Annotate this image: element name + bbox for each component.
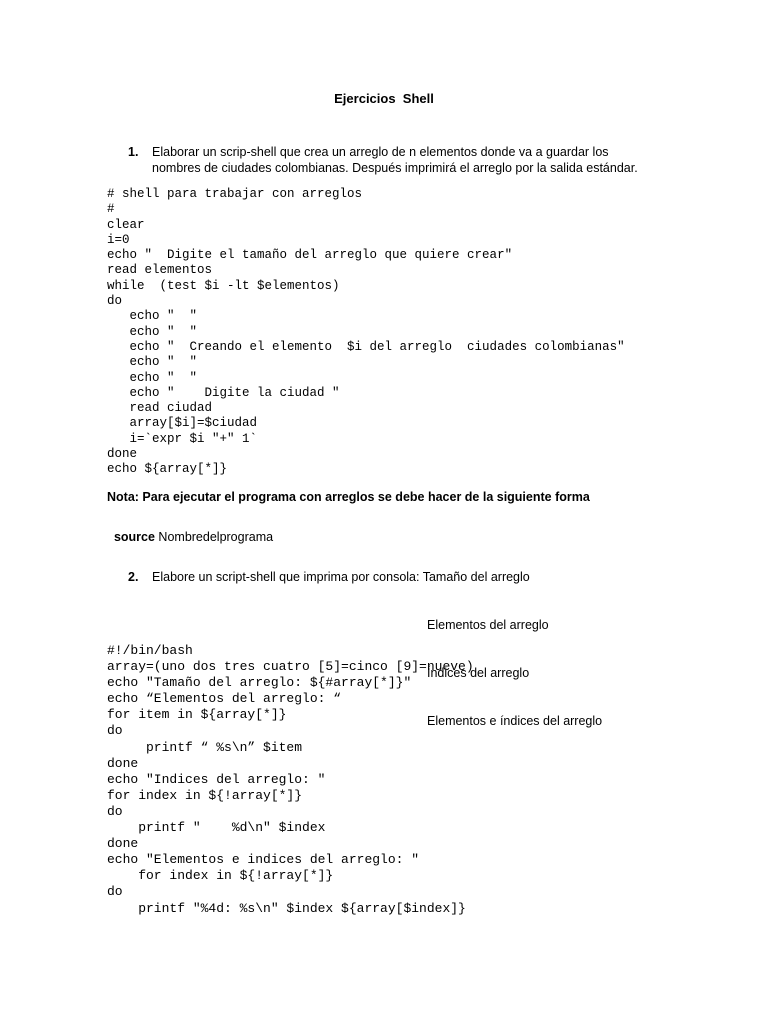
code-1-line: echo " " xyxy=(107,324,198,339)
exercise-1-number: 1. xyxy=(128,145,139,159)
code-2-line: echo “Elementos del arreglo: “ xyxy=(107,691,342,707)
code-2-line: printf " %d\n" $index xyxy=(107,820,326,836)
code-2-line: echo "Indices del arreglo: " xyxy=(107,771,326,787)
code-2-line: array=(uno dos tres cuatro [5]=cinco [9]=nueve) xyxy=(107,659,474,675)
code-1-line: read ciudad xyxy=(107,401,213,416)
code-2-line: do xyxy=(107,723,123,739)
code-1-line: # xyxy=(107,202,115,217)
code-2-line: printf "%4d: %s\n" $index ${array[$index]} xyxy=(107,900,466,916)
source-line xyxy=(107,516,273,544)
code-1-line: # shell para trabajar con arreglos xyxy=(107,187,363,201)
code-2-line: echo "Tamaño del arreglo: ${#array[*]}" xyxy=(107,675,412,691)
exercise-2 xyxy=(0,569,768,589)
code-1-line: echo " Digite la ciudad " xyxy=(107,385,340,400)
list-item: Elementos del arreglo xyxy=(427,618,549,632)
note-text: Nota: Para ejecutar el programa con arreglos se debe hacer de la siguiente forma xyxy=(107,490,590,504)
code-1-line: echo " Creando el elemento $i del arreglo ciudades colombianas" xyxy=(107,339,625,354)
code-2-line: for index in ${!array[*]} xyxy=(107,868,334,884)
code-1-line: echo " " xyxy=(107,370,198,385)
code-block-1 xyxy=(107,187,625,478)
exercise-1-line-1: Elaborar un scrip-shell que crea un arreglo de n elementos donde va a guardar los xyxy=(152,145,609,159)
code-block-2 xyxy=(107,643,474,917)
code-1-line: echo " " xyxy=(107,355,198,370)
list-item: Índices del arreglo xyxy=(427,666,530,680)
list-item: Elementos e índices del arreglo xyxy=(427,714,603,728)
source-program-name: Nombredelprograma xyxy=(154,530,274,544)
code-1-line: i=0 xyxy=(107,232,130,247)
code-2-line: #!/bin/bash xyxy=(107,643,193,658)
code-1-line: read elementos xyxy=(107,263,213,278)
code-2-line: for index in ${!array[*]} xyxy=(107,787,303,803)
document-title: Ejercicios Shell xyxy=(334,91,434,106)
exercise-1 xyxy=(0,144,768,178)
code-1-line: i=`expr $i "+" 1` xyxy=(107,431,258,446)
code-1-line: array[$i]=$ciudad xyxy=(107,416,258,431)
code-2-line: echo "Elementos e indices del arreglo: " xyxy=(107,852,420,868)
source-keyword: source xyxy=(113,530,155,544)
code-2-line: for item in ${array[*]} xyxy=(107,707,287,723)
code-1-line: echo " Digite el tamaño del arreglo que quiere crear" xyxy=(107,248,513,263)
code-1-line: echo ${array[*]} xyxy=(107,462,228,477)
exercise-2-number: 2. xyxy=(128,570,139,584)
code-1-line: clear xyxy=(107,217,145,232)
code-1-line: echo " " xyxy=(107,309,198,324)
code-1-line: do xyxy=(107,294,123,309)
code-2-line: printf “ %s\n” $item xyxy=(107,739,303,755)
exercise-2-line-1: Elabore un script-shell que imprima por consola: Tamaño del arreglo xyxy=(152,570,530,584)
code-2-line: done xyxy=(107,755,139,771)
exercise-1-line-2: nombres de ciudades colombianas. Después imprimirá el arreglo por la salida estándar. xyxy=(152,161,638,175)
code-2-line: do xyxy=(107,803,123,819)
code-2-line: do xyxy=(107,884,123,900)
code-1-line: while (test $i -lt $elementos) xyxy=(107,278,340,293)
code-1-line: done xyxy=(107,447,138,462)
code-2-line: done xyxy=(107,836,139,852)
